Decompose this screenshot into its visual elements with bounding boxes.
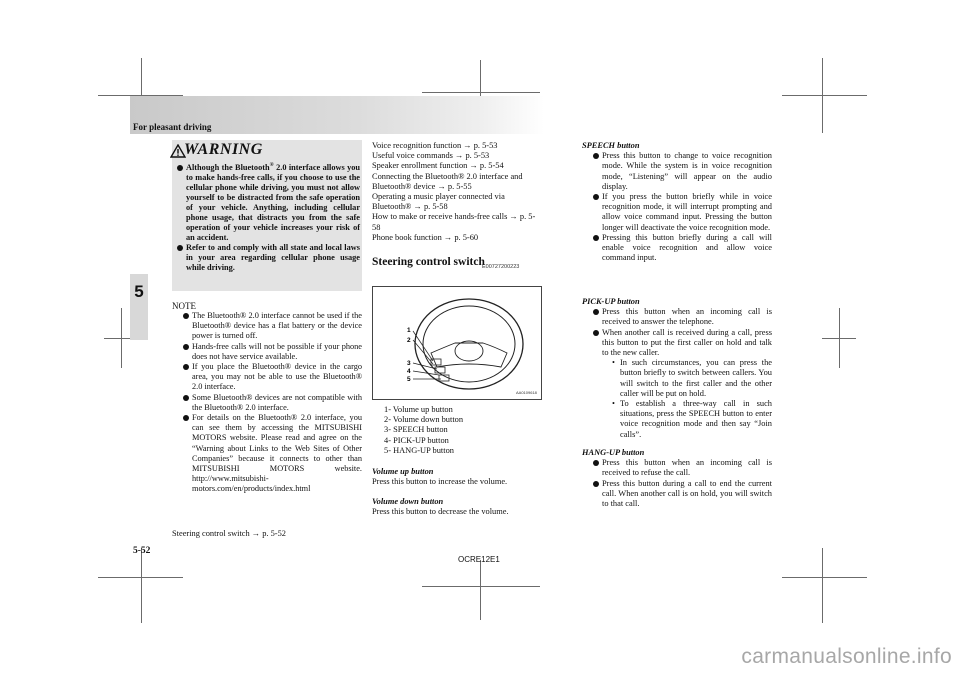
steering-wheel-illustration [373,287,541,399]
callout-label: 3 [407,360,411,367]
figure-legend [384,405,534,456]
pickup-title: PICK-UP button [582,297,640,306]
note-crossref: Steering control switch → p. 5-52 [172,529,286,538]
reference-item: Phone book function → p. 5-60 [372,232,479,242]
note-item: Hands-free calls will not be possible if your phone does not have service available. [182,342,362,362]
section-number: 5 [134,282,144,301]
callout-label: 2 [407,337,411,344]
document-code: OCRE12E1 [458,555,500,564]
speech-section [582,141,772,263]
callout-label: 1 [407,327,411,334]
pickup-subitem: • To establish a three-way call in such situations, press the SPEECH button to enter voice recognition mode and then say “Join calls”. [610,399,772,440]
hangup-section [582,448,772,509]
reference-list [372,141,542,243]
hangup-item: Press this button during a call to end the current call. When another call is on hold, you will switch to that call. [592,479,772,510]
pickup-subitem: • In such circumstances, you can press the button briefly to switch between callers. You will switch to the first caller and the other caller will be put on hold. [610,358,772,399]
legend-item: 1- Volume up button [384,405,453,414]
warning-item: Refer to and comply with all state and local laws in your area regarding cellular phone usage while driving. [176,243,360,273]
warning-body [176,163,360,273]
note-item: If you place the Bluetooth® device in the cargo area, you may not be able to use the Bluetooth® 2.0 interface. [182,362,362,393]
volume-down-section [372,497,542,517]
reference-item: Connecting the Bluetooth® 2.0 interface and Bluetooth® device → p. 5-55 [372,171,523,191]
figure-code: AA0109618 [516,390,537,395]
speech-item: Press this button to change to voice recognition mode. While the system is in voice recognition mode, “Listening” will appear on the audio display. [592,151,772,192]
speech-item: Pressing this button briefly during a call will enable voice recognition and allow voice command input. [592,233,772,264]
pickup-item: Press this button when an incoming call is received to answer the telephone. [592,307,772,327]
volume-down-text: Press this button to decrease the volume. [372,507,509,517]
reference-item: Speaker enrollment function → p. 5-54 [372,161,504,171]
volume-up-title: Volume up button [372,467,434,476]
running-header: For pleasant driving [133,122,212,132]
note-item: The Bluetooth® 2.0 interface cannot be used if the Bluetooth® device has a flat battery or the device power is turned off. [182,311,362,342]
warning-item: Although the Bluetooth® 2.0 interface allows you to make hands-free calls, if you choose to use the cellular phone while driving, you must not allow yourself to be distracted from the safe operation of your vehicle. Anything, including cellular phone usage, that distracts you from the safe operation of your vehicle increases your risk of an accident. [176,163,360,243]
page-number: 5-52 [133,546,151,556]
callout-label: 4 [407,368,411,375]
pickup-section [582,297,772,440]
steering-wheel-figure [372,286,542,400]
speech-title: SPEECH button [582,141,640,150]
legend-item: 4- PICK-UP button [384,435,449,445]
section-title: Steering control switch [372,256,485,268]
legend-item: 5- HANG-UP button [384,445,454,455]
note-heading: NOTE [172,301,196,311]
hangup-title: HANG-UP button [582,448,645,457]
volume-up-text: Press this button to increase the volume. [372,477,508,487]
watermark-link[interactable]: carmanualsonline.info [741,645,952,668]
warning-heading: WARNING [184,141,263,158]
callout-label: 5 [407,376,411,383]
volume-up-section [372,467,542,487]
legend-item: 2- Volume down button [384,415,464,425]
reference-item: Useful voice commands → p. 5-53 [372,151,490,161]
speech-item: If you press the button briefly while in voice recognition mode, it will interrupt prompting and allow voice command input. Pressing the button longer will deactivate the voice recognition mode. [592,192,772,233]
reference-item: Voice recognition function → p. 5-53 [372,141,498,150]
note-item: Some Bluetooth® devices are not compatible with the Bluetooth® 2.0 interface. [182,393,362,413]
legend-item: 3- SPEECH button [384,425,448,435]
reference-item: How to make or receive hands-free calls → p. 5-58 [372,212,536,232]
reference-item: Operating a music player connected via Bluetooth® → p. 5-58 [372,192,505,212]
pickup-item: When another call is received during a call, press this button to put the first caller on hold and talk to the new caller. [592,328,772,359]
hangup-item: Press this button when an incoming call is received to refuse the call. [592,458,772,478]
note-item: For details on the Bluetooth® 2.0 interface, you can see them by accessing the MITSUBISHI MOTORS website. Please read and agree on the “Warning about Links to the Web Sites of Other Companies” because it connects to other than MITSUBISHI MOTORS website. http://www.mitsubishi-motors.com/en/products/index.html [182,413,362,495]
section-code: E00727200223 [482,264,520,270]
note-body [182,311,362,495]
volume-down-title: Volume down button [372,497,444,506]
